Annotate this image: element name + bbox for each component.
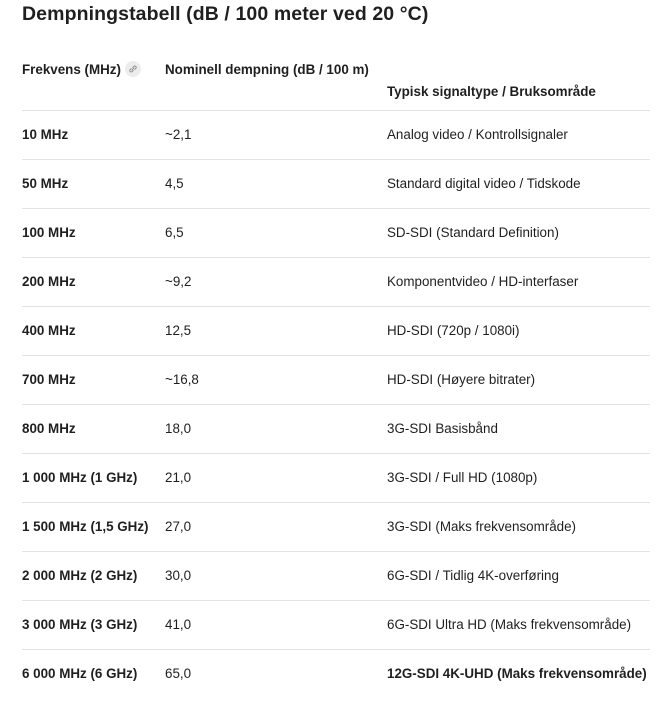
- cell-usage: SD-SDI (Standard Definition): [387, 225, 559, 240]
- cell-frequency: 100 MHz: [22, 225, 76, 240]
- table-row: [22, 258, 650, 307]
- cell-attenuation: ~2,1: [165, 127, 192, 142]
- table-row: [22, 503, 650, 552]
- link-icon[interactable]: [125, 61, 141, 77]
- page-title: Dempningstabell (dB / 100 meter ved 20 °C): [22, 3, 429, 25]
- cell-attenuation: 27,0: [165, 519, 192, 534]
- header-frequency: [22, 52, 165, 110]
- header-frequency-label: Frekvens (MHz): [22, 62, 121, 77]
- table-row: [22, 552, 650, 601]
- cell-frequency: 2 000 MHz (2 GHz): [22, 568, 138, 583]
- cell-attenuation: ~16,8: [165, 372, 199, 387]
- table-row: [22, 405, 650, 454]
- table-row: [22, 111, 650, 160]
- table-row: [22, 209, 650, 258]
- table-header-row: [22, 52, 650, 111]
- cell-frequency: 200 MHz: [22, 274, 76, 289]
- cell-frequency: 800 MHz: [22, 421, 76, 436]
- cell-attenuation: 30,0: [165, 568, 192, 583]
- cell-frequency: 10 MHz: [22, 127, 69, 142]
- table-row: [22, 601, 650, 650]
- table-row: [22, 160, 650, 209]
- cell-frequency: 3 000 MHz (3 GHz): [22, 617, 138, 632]
- cell-frequency: 1 500 MHz (1,5 GHz): [22, 519, 149, 534]
- cell-usage: 6G-SDI Ultra HD (Maks frekvensområde): [387, 617, 632, 632]
- cell-usage: 3G-SDI Basisbånd: [387, 421, 498, 436]
- table-body: [22, 111, 650, 698]
- cell-attenuation: 18,0: [165, 421, 192, 436]
- cell-usage: Komponentvideo / HD-interfaser: [387, 274, 579, 289]
- cell-usage: 3G-SDI (Maks frekvensområde): [387, 519, 577, 534]
- cell-usage: HD-SDI (720p / 1080i): [387, 323, 520, 338]
- header-attenuation: Nominell dempning (dB / 100 m): [165, 62, 369, 77]
- table-row: [22, 454, 650, 503]
- cell-usage: 6G-SDI / Tidlig 4K-overføring: [387, 568, 559, 583]
- cell-usage: HD-SDI (Høyere bitrater): [387, 372, 536, 387]
- table-row: [22, 650, 650, 698]
- cell-attenuation: 21,0: [165, 470, 192, 485]
- cell-frequency: 50 MHz: [22, 176, 69, 191]
- cell-attenuation: 6,5: [165, 225, 184, 240]
- cell-usage: Standard digital video / Tidskode: [387, 176, 581, 191]
- cell-attenuation: 12,5: [165, 323, 192, 338]
- cell-frequency: 400 MHz: [22, 323, 76, 338]
- cell-attenuation: 41,0: [165, 617, 192, 632]
- table-row: [22, 307, 650, 356]
- table-row: [22, 356, 650, 405]
- cell-usage: 12G-SDI 4K-UHD (Maks frekvensområde): [387, 666, 647, 681]
- cell-attenuation: 65,0: [165, 666, 192, 681]
- cell-attenuation: 4,5: [165, 176, 184, 191]
- cell-frequency: 6 000 MHz (6 GHz): [22, 666, 138, 681]
- cell-usage: 3G-SDI / Full HD (1080p): [387, 470, 538, 485]
- cell-attenuation: ~9,2: [165, 274, 192, 289]
- cell-usage: Analog video / Kontrollsignaler: [387, 127, 568, 142]
- attenuation-table: [22, 52, 650, 698]
- cell-frequency: 1 000 MHz (1 GHz): [22, 470, 138, 485]
- header-usage: Typisk signaltype / Bruksområde: [387, 84, 596, 99]
- cell-frequency: 700 MHz: [22, 372, 76, 387]
